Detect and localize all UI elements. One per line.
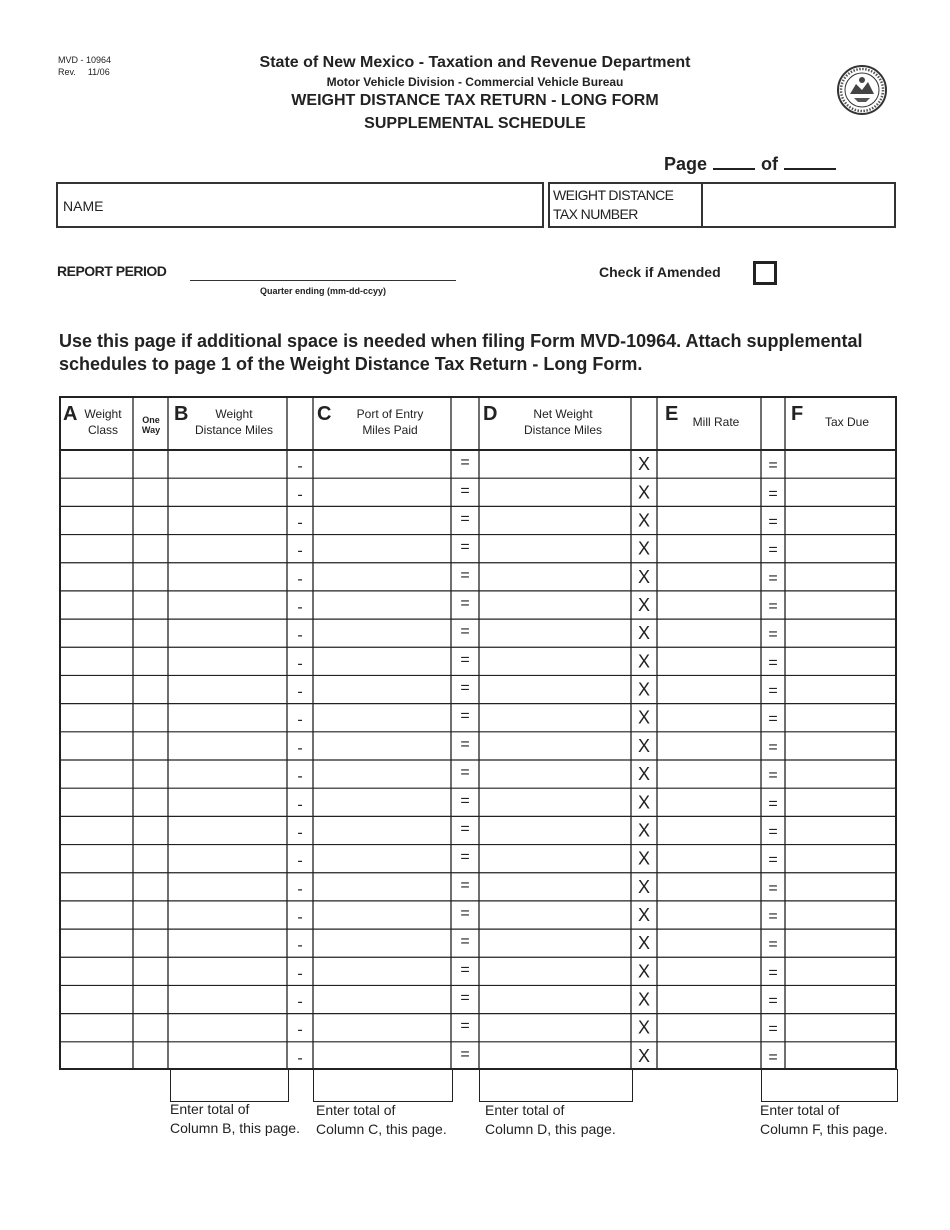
- column-letter-a: A: [63, 403, 78, 425]
- minus-operator: -: [297, 1021, 303, 1039]
- equals-operator: =: [460, 623, 470, 641]
- total-d-field[interactable]: [479, 1069, 633, 1102]
- equals-operator: =: [768, 823, 778, 841]
- equals-operator: =: [768, 569, 778, 587]
- column-header-line1: Tax Due: [824, 415, 870, 429]
- minus-operator: -: [297, 683, 303, 701]
- column-header-line2: Miles Paid: [362, 423, 418, 437]
- times-operator: X: [637, 1017, 651, 1038]
- column-header-line2: Distance Miles: [194, 423, 274, 437]
- page-total-field[interactable]: [784, 152, 836, 170]
- times-operator: X: [637, 538, 651, 559]
- minus-operator: -: [297, 542, 303, 560]
- page-label: Page: [664, 154, 708, 174]
- times-operator: X: [637, 510, 651, 531]
- times-operator: X: [637, 961, 651, 982]
- page-number-field[interactable]: [713, 152, 755, 170]
- equals-operator: =: [460, 679, 470, 697]
- times-operator: X: [637, 1045, 651, 1066]
- minus-operator: -: [297, 937, 303, 955]
- page-number-line: [664, 152, 842, 175]
- amended-label: Check if Amended: [599, 264, 721, 280]
- times-operator: X: [637, 623, 651, 644]
- equals-operator: =: [768, 513, 778, 531]
- equals-operator: =: [460, 876, 470, 894]
- equals-operator: =: [768, 795, 778, 813]
- column-header-line2: Distance Miles: [523, 423, 603, 437]
- minus-operator: -: [297, 1049, 303, 1067]
- amended-checkbox[interactable]: [753, 261, 777, 285]
- equals-operator: =: [768, 879, 778, 897]
- minus-operator: -: [297, 711, 303, 729]
- total-b-label: Enter total of Column B, this page.: [170, 1101, 300, 1136]
- equals-operator: =: [460, 707, 470, 725]
- minus-operator: -: [297, 965, 303, 983]
- equals-operator: =: [460, 454, 470, 472]
- times-operator: X: [637, 482, 651, 503]
- total-d-label: Enter total of Column D, this page.: [485, 1102, 616, 1137]
- schedule-table: [59, 396, 897, 1070]
- minus-operator: -: [297, 599, 303, 616]
- minus-operator: -: [297, 514, 303, 532]
- state-seal-icon: [836, 64, 888, 116]
- minus-operator: -: [297, 852, 303, 870]
- department-title: State of New Mexico - Taxation and Revenue Department: [259, 54, 691, 71]
- times-operator: X: [637, 989, 651, 1010]
- column-header-line1: Net Weight: [533, 407, 593, 421]
- equals-operator: =: [460, 735, 470, 753]
- name-field[interactable]: [56, 182, 544, 228]
- name-label: NAME: [63, 198, 104, 214]
- column-header-line1: One: [142, 415, 160, 425]
- equals-operator: =: [768, 992, 778, 1010]
- times-operator: X: [637, 735, 651, 756]
- times-operator: X: [637, 933, 651, 954]
- equals-operator: =: [768, 1020, 778, 1038]
- equals-operator: =: [460, 961, 470, 979]
- equals-operator: =: [460, 792, 470, 810]
- equals-operator: =: [768, 457, 778, 475]
- form-number-text: MVD - 10964: [58, 55, 112, 65]
- minus-operator: -: [297, 768, 303, 786]
- form-revision: Rev. 11/06: [58, 67, 110, 77]
- equals-operator: =: [768, 738, 778, 756]
- times-operator: X: [637, 905, 651, 925]
- times-operator: X: [637, 454, 651, 475]
- column-letter-d: D: [483, 403, 498, 425]
- equals-operator: =: [768, 654, 778, 672]
- minus-operator: -: [297, 909, 303, 926]
- equals-operator: =: [460, 566, 470, 584]
- minus-operator: -: [297, 796, 303, 814]
- column-header-line1: Weight: [215, 407, 253, 421]
- times-operator: X: [637, 679, 651, 700]
- column-letter-e: E: [665, 403, 679, 425]
- tax-number-box: [548, 182, 896, 228]
- equals-operator: =: [460, 989, 470, 1007]
- minus-operator: -: [297, 880, 303, 898]
- minus-operator: -: [297, 824, 303, 842]
- equals-operator: =: [460, 595, 470, 612]
- times-operator: X: [637, 792, 651, 813]
- column-letter-c: C: [317, 403, 332, 425]
- equals-operator: =: [768, 682, 778, 700]
- times-operator: X: [637, 595, 651, 615]
- of-label: of: [761, 154, 779, 174]
- equals-operator: =: [460, 1017, 470, 1035]
- equals-operator: =: [460, 764, 470, 782]
- total-c-label: Enter total of Column C, this page.: [316, 1102, 447, 1137]
- report-period-field[interactable]: [190, 280, 456, 281]
- equals-operator: =: [768, 710, 778, 728]
- equals-operator: =: [768, 598, 778, 615]
- report-period-label: REPORT PERIOD: [57, 263, 167, 279]
- minus-operator: -: [297, 655, 303, 673]
- times-operator: X: [637, 566, 651, 587]
- column-header-line1: Mill Rate: [692, 415, 740, 429]
- form-title: WEIGHT DISTANCE TAX RETURN - LONG FORM: [291, 92, 659, 109]
- minus-operator: -: [297, 486, 303, 504]
- column-header-line2: Class: [87, 423, 119, 437]
- equals-operator: =: [460, 933, 470, 951]
- minus-operator: -: [297, 458, 303, 476]
- times-operator: X: [637, 848, 651, 869]
- instructions: Use this page if additional space is needed when filing Form MVD-10964. Attach supplemental schedules to page 1 of the Weight Distance Tax Return - Long Form.: [59, 331, 863, 374]
- equals-operator: =: [768, 485, 778, 503]
- column-header-line1: Port of Entry: [356, 407, 424, 421]
- minus-operator: -: [297, 993, 303, 1011]
- total-c-field[interactable]: [313, 1069, 453, 1102]
- equals-operator: =: [460, 905, 470, 922]
- equals-operator: =: [460, 510, 470, 528]
- equals-operator: =: [460, 1045, 470, 1063]
- equals-operator: =: [768, 851, 778, 869]
- division-title: Motor Vehicle Division - Commercial Vehicle Bureau: [326, 75, 624, 89]
- equals-operator: =: [768, 767, 778, 785]
- equals-operator: =: [460, 538, 470, 556]
- total-f-field[interactable]: [761, 1069, 898, 1102]
- column-letter-f: F: [791, 403, 804, 425]
- equals-operator: =: [460, 848, 470, 866]
- column-header-line2: Way: [141, 425, 161, 435]
- form-subtitle: SUPPLEMENTAL SCHEDULE: [364, 115, 586, 132]
- times-operator: X: [637, 820, 651, 841]
- minus-operator: -: [297, 739, 303, 757]
- equals-operator: =: [768, 936, 778, 954]
- equals-operator: =: [460, 820, 470, 838]
- equals-operator: =: [768, 1048, 778, 1066]
- column-header-line1: Weight: [84, 407, 122, 421]
- total-f-label: Enter total of Column F, this page.: [760, 1102, 888, 1137]
- tax-number-field[interactable]: [703, 184, 894, 226]
- equals-operator: =: [768, 541, 778, 559]
- equals-operator: =: [460, 482, 470, 500]
- times-operator: X: [637, 764, 651, 785]
- equals-operator: =: [768, 964, 778, 982]
- times-operator: X: [637, 876, 651, 897]
- quarter-caption: Quarter ending (mm-dd-ccyy): [259, 286, 387, 296]
- column-letter-b: B: [174, 403, 189, 425]
- equals-operator: =: [460, 651, 470, 669]
- times-operator: X: [637, 651, 651, 672]
- equals-operator: =: [768, 626, 778, 644]
- total-b-field[interactable]: [170, 1069, 289, 1102]
- equals-operator: =: [768, 908, 778, 925]
- times-operator: X: [637, 707, 651, 728]
- minus-operator: -: [297, 570, 303, 588]
- minus-operator: -: [297, 627, 303, 645]
- tax-number-label: WEIGHT DISTANCE TAX NUMBER: [553, 187, 674, 222]
